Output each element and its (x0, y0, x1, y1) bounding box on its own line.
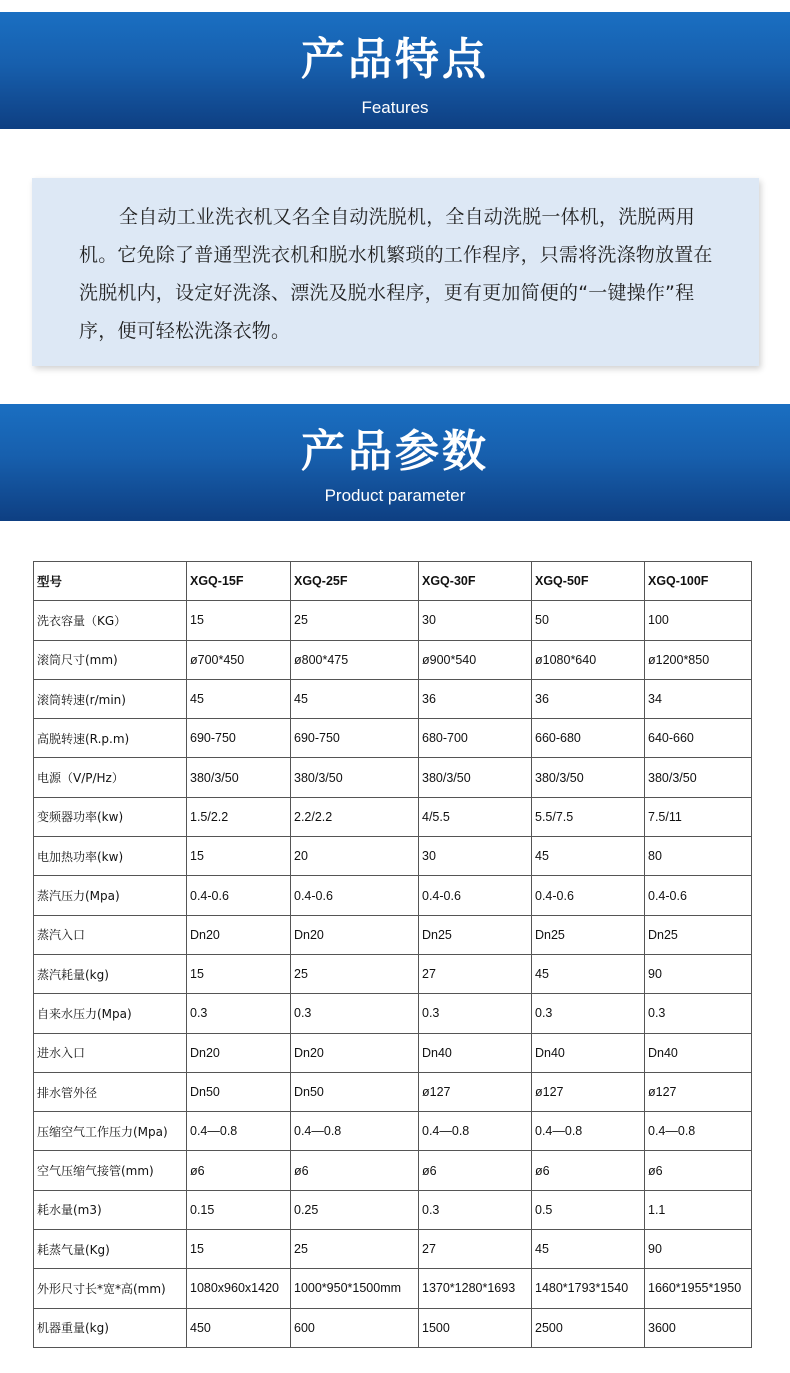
value-cell: ø6 (645, 1151, 752, 1190)
table-row (34, 1112, 752, 1151)
value-cell: Dn20 (187, 1033, 291, 1072)
value-cell: 450 (187, 1308, 291, 1347)
value-cell: 0.3 (291, 994, 419, 1033)
value-cell: 45 (291, 679, 419, 718)
table-row (34, 1072, 752, 1111)
value-cell: 0.4—0.8 (645, 1112, 752, 1151)
value-cell: ø6 (291, 1151, 419, 1190)
value-cell: 0.3 (419, 1190, 532, 1229)
value-cell: 7.5/11 (645, 797, 752, 836)
value-cell: 34 (645, 679, 752, 718)
value-cell: 0.4—0.8 (291, 1112, 419, 1151)
intro-text: 全自动工业洗衣机又名全自动洗脱机，全自动洗脱一体机，洗脱两用机。它免除了普通型洗衣机和脱水机繁琐的工作程序，只需将洗涤物放置在洗脱机内，设定好洗涤、漂洗及脱水程序，更有更加简便的“一键操作”程序，便可轻松洗涤衣物。 (79, 206, 713, 342)
value-cell: 80 (645, 837, 752, 876)
value-cell: 1080x960x1420 (187, 1269, 291, 1308)
table-row (34, 876, 752, 915)
value-cell: 2500 (532, 1308, 645, 1347)
table-row (34, 1190, 752, 1229)
value-cell: 90 (645, 1230, 752, 1269)
value-cell: ø900*540 (419, 640, 532, 679)
value-cell: ø1080*640 (532, 640, 645, 679)
value-cell: 90 (645, 954, 752, 993)
table-row (34, 954, 752, 993)
table-row (34, 758, 752, 797)
intro-box (32, 178, 759, 366)
value-cell: ø6 (419, 1151, 532, 1190)
value-cell: 36 (532, 679, 645, 718)
value-cell: Dn20 (291, 915, 419, 954)
value-cell: 0.3 (419, 994, 532, 1033)
value-cell: Dn40 (419, 1033, 532, 1072)
table-row (34, 797, 752, 836)
value-cell: 0.4-0.6 (645, 876, 752, 915)
value-cell: 380/3/50 (187, 758, 291, 797)
value-cell: ø700*450 (187, 640, 291, 679)
value-cell: 680-700 (419, 719, 532, 758)
value-cell: 0.3 (645, 994, 752, 1033)
value-cell: 640-660 (645, 719, 752, 758)
table-row (34, 1269, 752, 1308)
value-cell: 15 (187, 601, 291, 640)
params-banner (0, 404, 790, 521)
table-row (34, 1033, 752, 1072)
table-row (34, 915, 752, 954)
value-cell: 1660*1955*1950 (645, 1269, 752, 1308)
value-cell: Dn20 (187, 915, 291, 954)
value-cell: 1500 (419, 1308, 532, 1347)
value-cell: 380/3/50 (419, 758, 532, 797)
value-cell: Dn50 (291, 1072, 419, 1111)
value-cell: 0.4—0.8 (419, 1112, 532, 1151)
value-cell: 380/3/50 (645, 758, 752, 797)
value-cell: 690-750 (291, 719, 419, 758)
row-label-cell: 蒸汽入口 (34, 915, 187, 954)
table-row (34, 994, 752, 1033)
features-banner (0, 12, 790, 129)
row-label-cell: 进水入口 (34, 1033, 187, 1072)
value-cell: 36 (419, 679, 532, 718)
value-cell: 380/3/50 (291, 758, 419, 797)
value-cell: 45 (532, 837, 645, 876)
value-cell: 27 (419, 1230, 532, 1269)
value-cell: 25 (291, 601, 419, 640)
value-cell: 45 (532, 954, 645, 993)
row-label-cell: 排水管外径 (34, 1072, 187, 1111)
table-row (34, 1230, 752, 1269)
value-cell: 0.25 (291, 1190, 419, 1229)
row-label-cell: 蒸汽压力(Mpa) (34, 876, 187, 915)
features-subtitle: Features (361, 98, 429, 117)
value-cell: 4/5.5 (419, 797, 532, 836)
value-cell: 2.2/2.2 (291, 797, 419, 836)
model-header-cell: XGQ-30F (419, 562, 532, 601)
value-cell: 690-750 (187, 719, 291, 758)
value-cell: 25 (291, 954, 419, 993)
model-header-cell: XGQ-25F (291, 562, 419, 601)
params-subtitle: Product parameter (324, 486, 466, 505)
row-label-cell: 空气压缩气接管(mm) (34, 1151, 187, 1190)
value-cell: 1.5/2.2 (187, 797, 291, 836)
value-cell: Dn25 (419, 915, 532, 954)
header-label-cell: 型号 (34, 562, 187, 601)
value-cell: 0.4—0.8 (532, 1112, 645, 1151)
value-cell: 30 (419, 601, 532, 640)
value-cell: 45 (187, 679, 291, 718)
value-cell: ø6 (532, 1151, 645, 1190)
table-row (34, 1308, 752, 1347)
row-label-cell: 电加热功率(kw) (34, 837, 187, 876)
value-cell: 1370*1280*1693 (419, 1269, 532, 1308)
value-cell: 3600 (645, 1308, 752, 1347)
value-cell: 0.4-0.6 (532, 876, 645, 915)
row-label-cell: 机器重量(kg) (34, 1308, 187, 1347)
value-cell: 600 (291, 1308, 419, 1347)
value-cell: 660-680 (532, 719, 645, 758)
value-cell: Dn40 (645, 1033, 752, 1072)
row-label-cell: 电源（V/P/Hz） (34, 758, 187, 797)
value-cell: 50 (532, 601, 645, 640)
value-cell: 45 (532, 1230, 645, 1269)
row-label-cell: 滚筒转速(r/min) (34, 679, 187, 718)
value-cell: 380/3/50 (532, 758, 645, 797)
value-cell: 0.15 (187, 1190, 291, 1229)
value-cell: 15 (187, 954, 291, 993)
value-cell: ø127 (419, 1072, 532, 1111)
value-cell: 27 (419, 954, 532, 993)
table-row (34, 837, 752, 876)
params-table (33, 561, 752, 1348)
value-cell: 1000*950*1500mm (291, 1269, 419, 1308)
row-label-cell: 滚筒尺寸(mm) (34, 640, 187, 679)
value-cell: 15 (187, 1230, 291, 1269)
value-cell: 25 (291, 1230, 419, 1269)
row-label-cell: 耗蒸气量(Kg) (34, 1230, 187, 1269)
value-cell: ø1200*850 (645, 640, 752, 679)
value-cell: Dn20 (291, 1033, 419, 1072)
row-label-cell: 压缩空气工作压力(Mpa) (34, 1112, 187, 1151)
value-cell: ø6 (187, 1151, 291, 1190)
table-row (34, 640, 752, 679)
features-title: 产品特点 (301, 34, 489, 85)
value-cell: Dn25 (645, 915, 752, 954)
value-cell: 0.5 (532, 1190, 645, 1229)
model-header-cell: XGQ-100F (645, 562, 752, 601)
params-title: 产品参数 (301, 426, 489, 477)
table-row (34, 1151, 752, 1190)
table-row (34, 601, 752, 640)
table-row (34, 679, 752, 718)
value-cell: 1.1 (645, 1190, 752, 1229)
value-cell: Dn25 (532, 915, 645, 954)
value-cell: 0.4—0.8 (187, 1112, 291, 1151)
model-header-cell: XGQ-15F (187, 562, 291, 601)
model-header-cell: XGQ-50F (532, 562, 645, 601)
row-label-cell: 高脱转速(R.p.m) (34, 719, 187, 758)
row-label-cell: 蒸汽耗量(kg) (34, 954, 187, 993)
value-cell: 0.4-0.6 (419, 876, 532, 915)
value-cell: ø127 (645, 1072, 752, 1111)
value-cell: Dn40 (532, 1033, 645, 1072)
value-cell: ø800*475 (291, 640, 419, 679)
value-cell: 1480*1793*1540 (532, 1269, 645, 1308)
row-label-cell: 变频器功率(kw) (34, 797, 187, 836)
value-cell: 0.3 (187, 994, 291, 1033)
value-cell: 0.4-0.6 (291, 876, 419, 915)
row-label-cell: 洗衣容量（KG） (34, 601, 187, 640)
value-cell: 0.3 (532, 994, 645, 1033)
value-cell: 0.4-0.6 (187, 876, 291, 915)
table-header-row (34, 562, 752, 601)
row-label-cell: 耗水量(m3) (34, 1190, 187, 1229)
value-cell: 20 (291, 837, 419, 876)
row-label-cell: 外形尺寸长*宽*高(mm) (34, 1269, 187, 1308)
value-cell: 100 (645, 601, 752, 640)
row-label-cell: 自来水压力(Mpa) (34, 994, 187, 1033)
value-cell: ø127 (532, 1072, 645, 1111)
value-cell: 5.5/7.5 (532, 797, 645, 836)
table-row (34, 719, 752, 758)
value-cell: 15 (187, 837, 291, 876)
value-cell: 30 (419, 837, 532, 876)
value-cell: Dn50 (187, 1072, 291, 1111)
